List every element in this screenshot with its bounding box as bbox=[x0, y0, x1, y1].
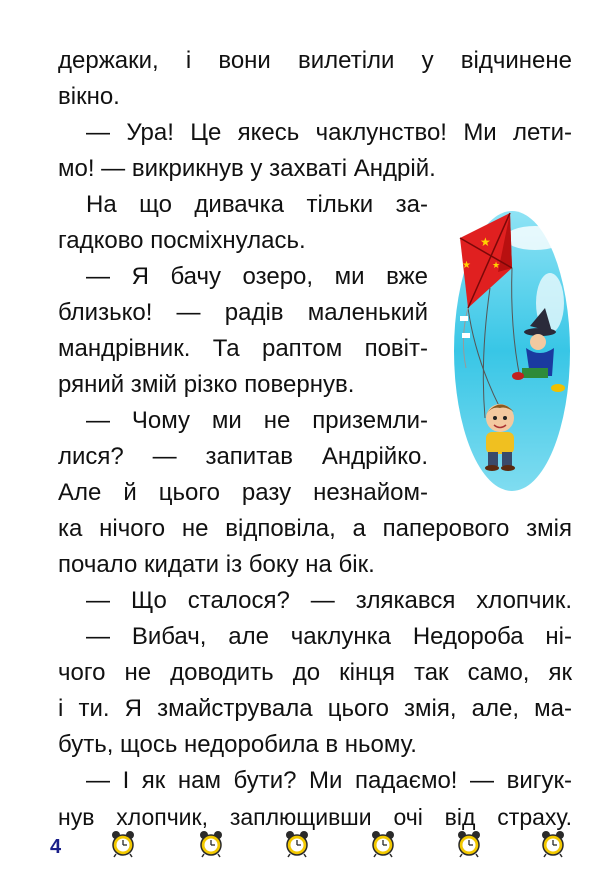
text-line: чого не доводить до кінця так само, як bbox=[58, 659, 572, 686]
alarm-clock-icon bbox=[370, 830, 396, 858]
text-line: лися? — запитав Андрійко. bbox=[58, 443, 428, 470]
svg-text:★: ★ bbox=[462, 260, 471, 271]
text-line: мандрівник. Та раптом повіт- bbox=[58, 335, 428, 362]
alarm-clock-icon bbox=[540, 830, 566, 858]
text-line: — Чому ми не приземли- bbox=[86, 407, 428, 434]
text-line: — Ура! Це якесь чаклунство! Ми лети- bbox=[86, 119, 572, 146]
text-line: вікно. bbox=[58, 83, 120, 110]
text-line: держаки, і вони вилетіли у відчинене bbox=[58, 47, 572, 74]
alarm-clock-icon bbox=[110, 830, 136, 858]
kite-illustration bbox=[440, 208, 570, 493]
text-line: нув хлопчик, заплющивши очі від страху. bbox=[58, 804, 572, 830]
text-line: — Що сталося? — злякався хлопчик. bbox=[86, 587, 572, 614]
alarm-clock-icon bbox=[198, 830, 224, 858]
page-number: 4 bbox=[50, 836, 62, 858]
text-line: гадково посміхнулась. bbox=[58, 227, 306, 254]
alarm-clock-icon bbox=[284, 830, 310, 858]
text-line: мо! — викрикнув у захваті Андрій. bbox=[58, 155, 436, 182]
text-line: ряний змій різко повернув. bbox=[58, 371, 355, 398]
text-line: — І як нам бути? Ми падаємо! — вигук- bbox=[86, 767, 572, 794]
svg-text:★: ★ bbox=[492, 260, 501, 270]
text-line: почало кидати із боку на бік. bbox=[58, 551, 375, 578]
text-line: На що дивачка тільки за- bbox=[86, 191, 428, 218]
alarm-clock-icon bbox=[456, 830, 482, 858]
text-line: Але й цього разу незнайом- bbox=[58, 479, 428, 506]
svg-text:★: ★ bbox=[480, 235, 491, 249]
text-line: — Я бачу озеро, ми вже bbox=[86, 263, 428, 290]
text-line: і ти. Я змайструвала цього змія, але, ма- bbox=[58, 695, 572, 722]
text-line: ка нічого не відповіла, а паперового змія bbox=[58, 515, 572, 542]
text-line: — Вибач, але чаклунка Недороба ні- bbox=[86, 623, 572, 650]
text-line: буть, щось недоробила в ньому. bbox=[58, 731, 417, 758]
text-line: близько! — радів маленький bbox=[58, 299, 428, 326]
